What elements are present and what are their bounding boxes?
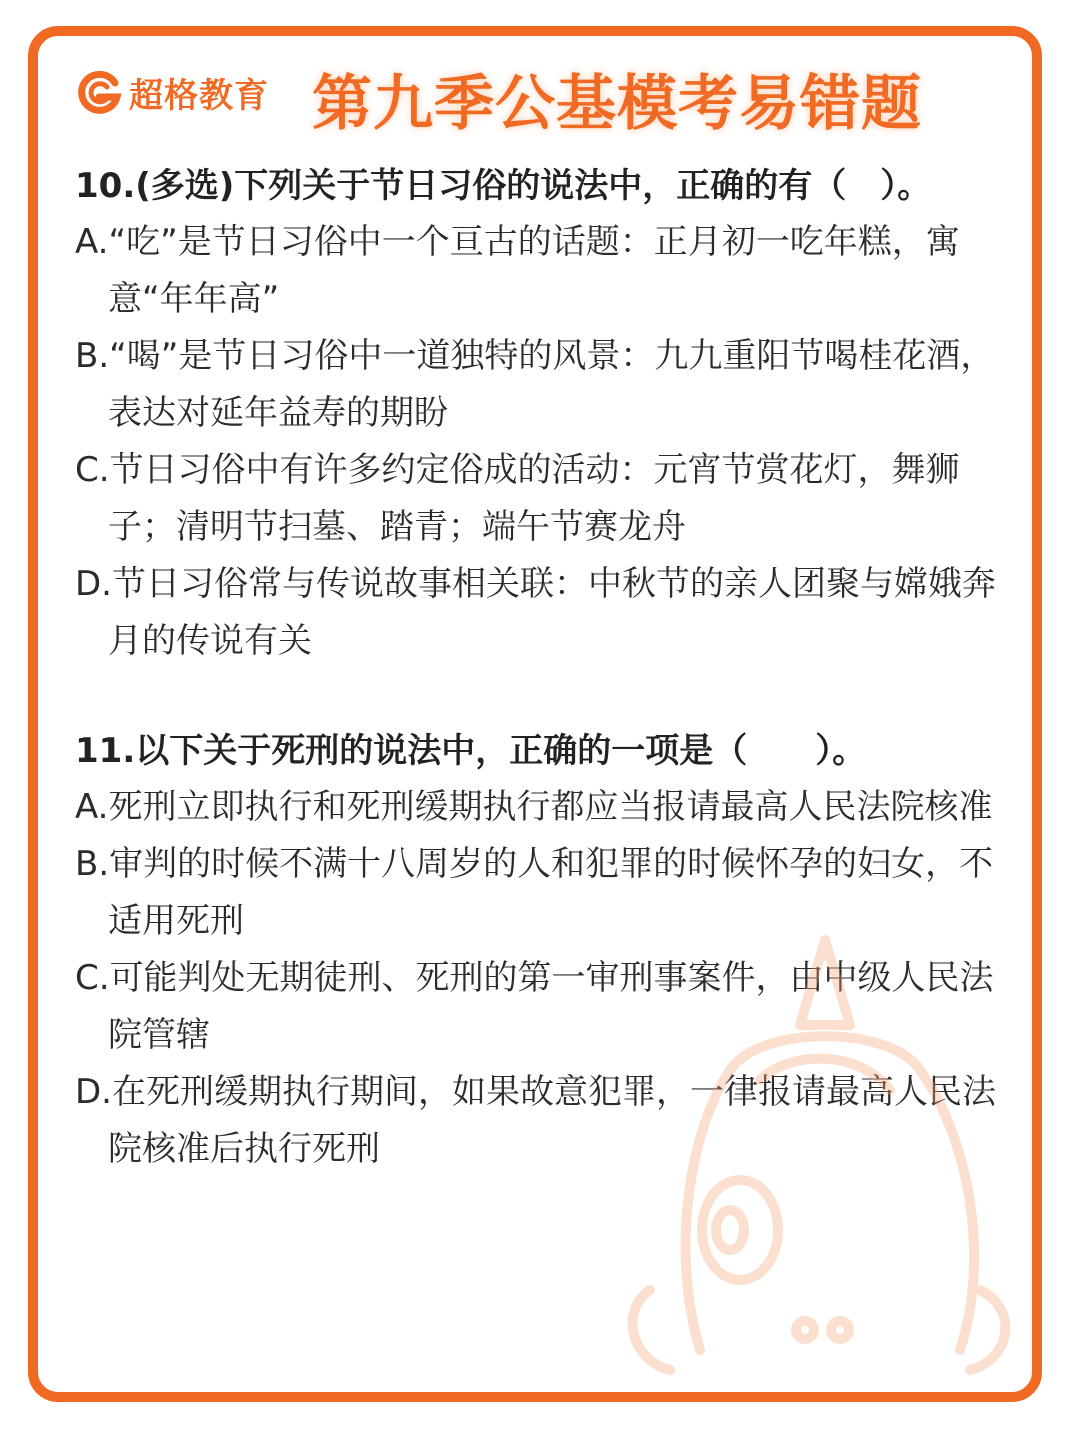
option-b — [75, 328, 1025, 442]
option-text: 在死刑缓期执行期间，如果故意犯罪，一律报请最高人民法院核准后执行死刑 — [108, 1072, 996, 1169]
option-text: “吃”是节日习俗中一个亘古的话题：正月初一吃年糕，寓意“年年高” — [108, 222, 960, 319]
mascot-watermark-icon — [610, 930, 1030, 1400]
option-text: 死刑立即执行和死刑缓期执行都应当报请最高人民法院核准 — [108, 787, 993, 827]
brand-name: 超格教育 — [129, 76, 269, 116]
option-d — [75, 556, 1025, 670]
option-text: “喝”是节日习俗中一道独特的风景：九九重阳节喝桂花酒，表达对延年益寿的期盼 — [108, 336, 995, 433]
option-text: 节日习俗中有许多约定俗成的活动：元宵节赏花灯，舞狮子；清明节扫墓、踏青；端午节赛龙舟 — [108, 450, 960, 547]
option-a — [75, 214, 1025, 328]
option-key: C. — [75, 958, 110, 998]
option-text: 审判的时候不满十八周岁的人和犯罪的时候怀孕的妇女，不适用死刑 — [108, 844, 994, 941]
option-key: C. — [75, 450, 110, 490]
g-mark-icon — [75, 69, 123, 117]
option-key: D. — [75, 564, 112, 604]
page-title: 第九季公基模考易错题 — [312, 69, 922, 139]
option-key: D. — [75, 1072, 112, 1112]
question-stem: 11.以下关于死刑的说法中，正确的一项是（ ）。 — [75, 731, 867, 771]
question-10 — [75, 158, 1025, 670]
option-key: A. — [75, 787, 109, 827]
header — [75, 58, 1005, 142]
option-c — [75, 442, 1025, 556]
option-text: 节日习俗常与传说故事相关联：中秋节的亲人团聚与嫦娥奔月的传说有关 — [108, 564, 996, 661]
option-key: A. — [75, 222, 109, 262]
option-a — [75, 779, 1025, 836]
option-key: B. — [75, 844, 110, 884]
brand-logo — [75, 68, 269, 117]
question-stem: 10.(多选)下列关于节日习俗的说法中，正确的有（ ）。 — [75, 166, 932, 206]
option-key: B. — [75, 336, 110, 376]
option-text: 可能判处无期徒刑、死刑的第一审刑事案件，由中级人民法院管辖 — [108, 958, 994, 1055]
